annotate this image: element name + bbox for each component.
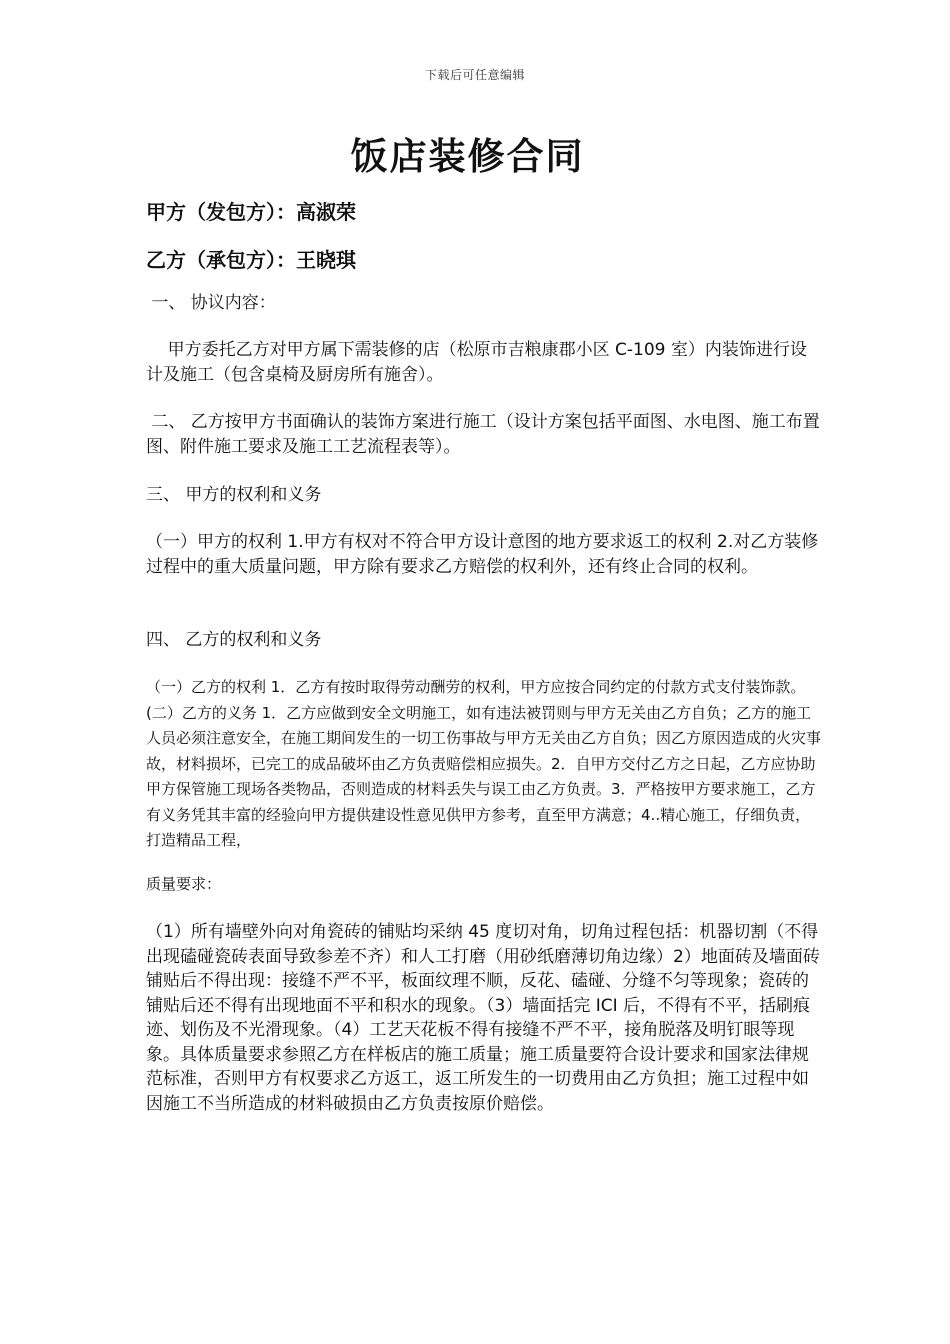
- header-note: 下载后可任意编辑: [424, 68, 525, 82]
- section-heading-agreement: 一、 协议内容：: [146, 293, 276, 313]
- section-two-paragraph: 二、 乙方按甲方书面确认的装饰方案进行施工（设计方案包括平面图、水电图、施工布置图、附件施工要求及施工工艺流程表等）。: [146, 412, 820, 457]
- section-heading-party-a-rights: 三、 甲方的权利和义务: [146, 485, 322, 505]
- party-a-rights-paragraph: （一）甲方的权利 1.甲方有权对不符合甲方设计意图的地方要求返工的权利 2.对乙方装修过程中的重大质量问题，甲方除有要求乙方赔偿的权利外，还有终止合同的权利。: [146, 532, 819, 577]
- party-b-line: 乙方（承包方）：王晓琪: [146, 248, 356, 272]
- quality-requirements-paragraph: （1）所有墙壁外向对角瓷砖的铺贴均采纳 45 度切对角，切角过程包括：机器切割（不得出现磕碰瓷砖表面导致参差不齐）和人工打磨（用砂纸磨薄切角边缘）2）地面砖及墙面砖铺贴后不得出现：接缝不严不平，板面纹理不顺，反花、磕碰、分缝不匀等现象；瓷砖的铺贴后还不得有出现地面不平和积水的现象。（3）墙面括完 ICI 后，不得有不平，括刷痕迹、划伤及不光滑现象。（4）工艺天花板不得有接缝不严不平，接角脱落及明钉眼等现象。具体质量要求参照乙方在样板店的施工质量；施工质量要符合设计要求和国家法律规范标准，否则甲方有权要求乙方返工，返工所发生的一切费用由乙方负担；施工过程中如因施工不当所造成的材料破损由乙方负责按原价赔偿。: [146, 922, 820, 1114]
- quality-requirements-heading: 质量要求：: [146, 875, 222, 893]
- section-heading-party-b-rights: 四、 乙方的权利和义务: [146, 630, 322, 650]
- party-b-rights-paragraph: （一）乙方的权利 1．乙方有按时取得劳动酬劳的权利，甲方应按合同约定的付款方式支付装饰款。(二）乙方的义务 1．乙方应做到安全文明施工，如有违法被罚则与甲方无关由乙方自负；乙方的施工人员必须注意安全，在施工期间发生的一切工伤事故与甲方无关由乙方自负；因乙方原因造成的火灾事故，材料损坏，已完工的成品破坏由乙方负责赔偿相应损失。2．自甲方交付乙方之日起，乙方应协助甲方保管施工现场各类物品，否则造成的材料丢失与误工由乙方负责。3．严格按甲方要求施工，乙方有义务凭其丰富的经验向甲方提供建设性意见供甲方参考，直至甲方满意；4..精心施工，仔细负责，打造精品工程，: [146, 678, 822, 849]
- party-a-line: 甲方（发包方）：高淑荣: [146, 200, 356, 224]
- agreement-content-paragraph: 甲方委托乙方对甲方属下需装修的店（松原市吉粮康郡小区 C-109 室）内装饰进行设计及施工（包含桌椅及厨房所有施舍）。: [146, 340, 807, 385]
- document-title: 饭店装修合同: [350, 135, 585, 178]
